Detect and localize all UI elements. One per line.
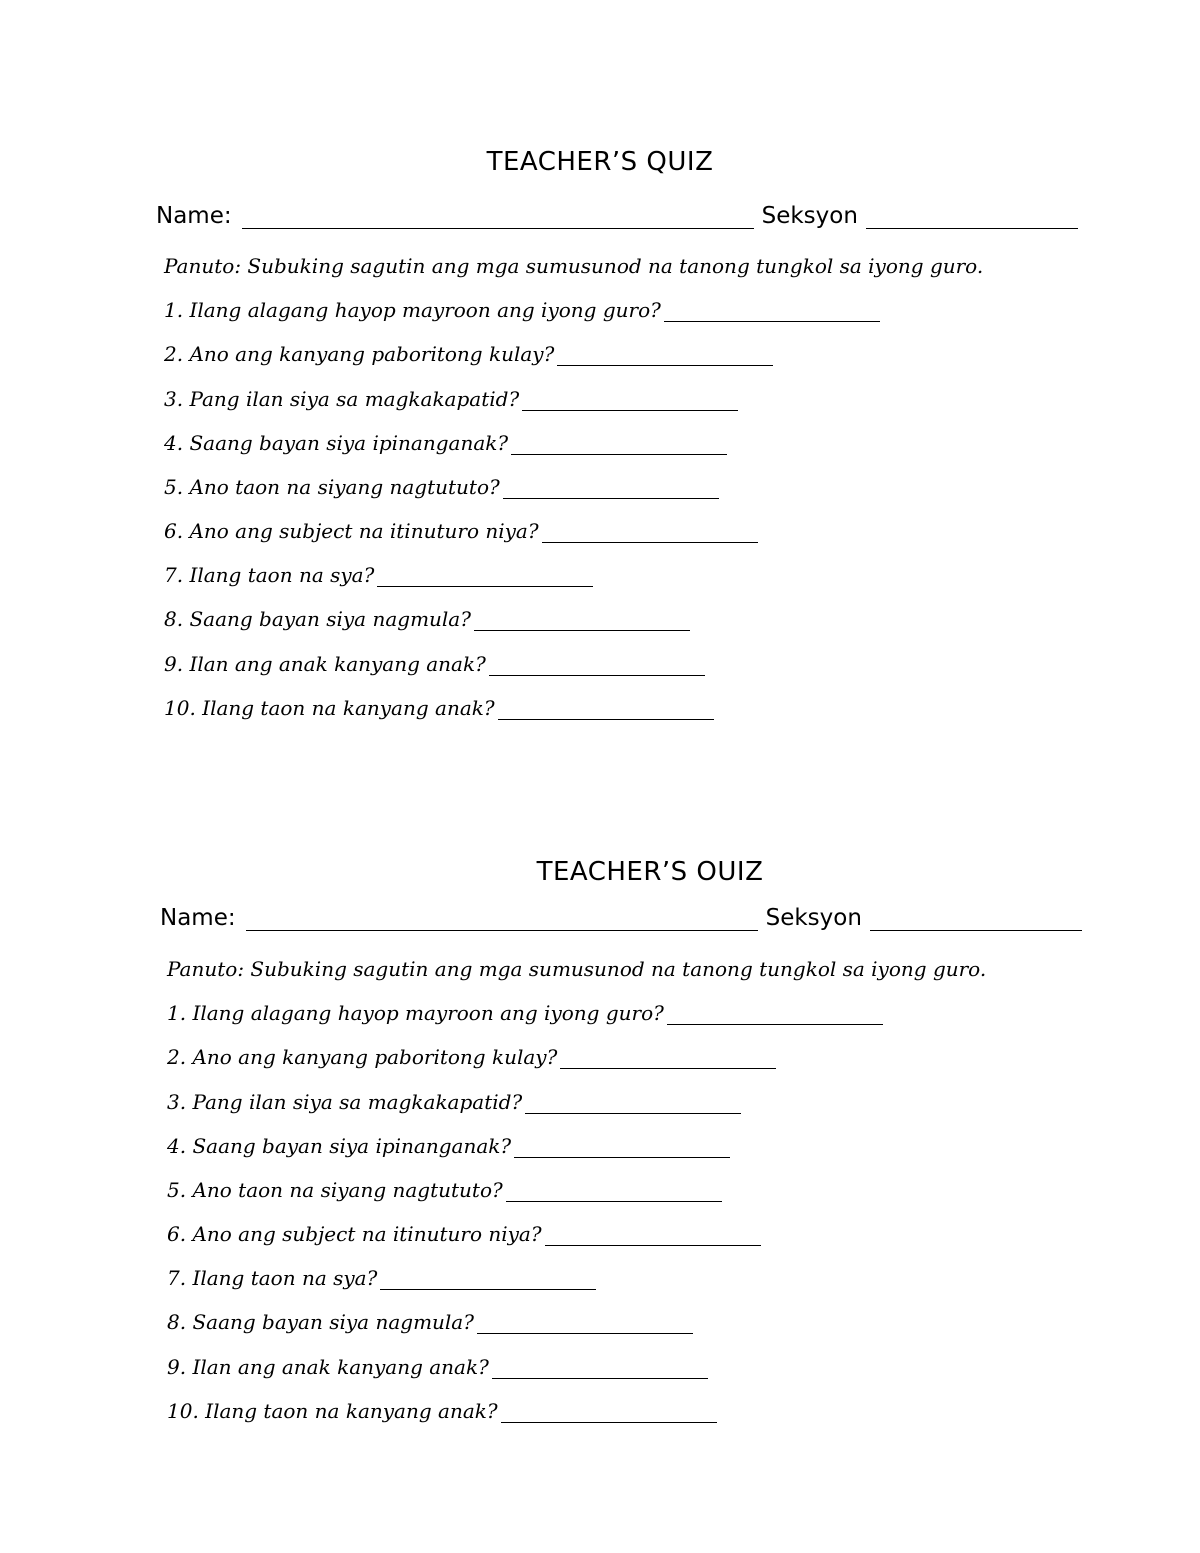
question-text: 6. Ano ang subject na itinuturo niya? — [167, 1222, 542, 1246]
quiz-title: TEACHER’S OUIZ — [536, 857, 764, 887]
name-label: Name: — [156, 203, 232, 229]
name-blank[interactable] — [246, 908, 758, 931]
answer-blank[interactable] — [514, 1139, 730, 1158]
answer-blank[interactable] — [557, 347, 773, 366]
answer-blank[interactable] — [560, 1050, 776, 1069]
question-text: 5. Ano taon na siyang nagtututo? — [167, 1178, 503, 1202]
answer-blank[interactable] — [545, 1227, 761, 1246]
name-section-line — [156, 203, 1078, 229]
question-text: 10. Ilang taon na kanyang anak? — [167, 1399, 498, 1423]
question-text: 1. Ilang alagang hayop mayroon ang iyong guro? — [167, 1001, 664, 1025]
question-item — [164, 431, 727, 455]
instruction-text: Panuto: Subuking sagutin ang mga sumusunod na tanong tungkol sa iyong guro. — [167, 957, 987, 981]
question-item — [167, 1045, 776, 1069]
question-text: 7. Ilang taon na sya? — [167, 1266, 378, 1290]
question-text: 3. Pang ilan siya sa magkakapatid? — [167, 1090, 523, 1114]
question-item — [167, 1178, 722, 1202]
question-text: 2. Ano ang kanyang paboritong kulay? — [167, 1045, 558, 1069]
question-text: 8. Saang bayan siya nagmula? — [167, 1310, 474, 1334]
answer-blank[interactable] — [474, 612, 690, 631]
name-section-line — [160, 905, 1082, 931]
question-text: 4. Saang bayan siya ipinanganak? — [167, 1134, 512, 1158]
answer-blank[interactable] — [542, 524, 758, 543]
answer-blank[interactable] — [489, 657, 705, 676]
answer-blank[interactable] — [501, 1404, 717, 1423]
question-text: 7. Ilang taon na sya? — [164, 563, 375, 587]
answer-blank[interactable] — [506, 1183, 722, 1202]
section-blank[interactable] — [870, 908, 1082, 931]
question-text: 9. Ilan ang anak kanyang anak? — [164, 652, 486, 676]
question-item — [167, 1090, 741, 1114]
question-text: 4. Saang bayan siya ipinanganak? — [164, 431, 509, 455]
name-blank[interactable] — [242, 206, 754, 229]
section-label: Seksyon — [761, 203, 858, 229]
answer-blank[interactable] — [511, 436, 727, 455]
question-item — [164, 519, 758, 543]
question-item — [164, 652, 705, 676]
answer-blank[interactable] — [664, 303, 880, 322]
question-item — [167, 1134, 730, 1158]
question-text: 2. Ano ang kanyang paboritong kulay? — [164, 342, 555, 366]
answer-blank[interactable] — [522, 392, 738, 411]
instruction-text: Panuto: Subuking sagutin ang mga sumusunod na tanong tungkol sa iyong guro. — [164, 254, 984, 278]
answer-blank[interactable] — [525, 1095, 741, 1114]
question-text: 8. Saang bayan siya nagmula? — [164, 607, 471, 631]
question-item — [167, 1310, 693, 1334]
question-item — [164, 387, 738, 411]
answer-blank[interactable] — [477, 1315, 693, 1334]
answer-blank[interactable] — [503, 480, 719, 499]
question-item — [164, 475, 719, 499]
question-item — [167, 1355, 708, 1379]
answer-blank[interactable] — [492, 1360, 708, 1379]
question-text: 9. Ilan ang anak kanyang anak? — [167, 1355, 489, 1379]
question-item — [167, 1222, 761, 1246]
question-item — [167, 1399, 717, 1423]
question-item — [164, 342, 773, 366]
section-label: Seksyon — [765, 905, 862, 931]
question-text: 6. Ano ang subject na itinuturo niya? — [164, 519, 539, 543]
question-item — [167, 1001, 883, 1025]
question-item — [167, 1266, 596, 1290]
answer-blank[interactable] — [377, 568, 593, 587]
question-text: 3. Pang ilan siya sa magkakapatid? — [164, 387, 520, 411]
answer-blank[interactable] — [380, 1271, 596, 1290]
question-item — [164, 607, 690, 631]
name-label: Name: — [160, 905, 236, 931]
answer-blank[interactable] — [667, 1006, 883, 1025]
question-item — [164, 696, 714, 720]
question-text: 10. Ilang taon na kanyang anak? — [164, 696, 495, 720]
answer-blank[interactable] — [498, 701, 714, 720]
question-text: 1. Ilang alagang hayop mayroon ang iyong guro? — [164, 298, 661, 322]
section-blank[interactable] — [866, 206, 1078, 229]
question-text: 5. Ano taon na siyang nagtututo? — [164, 475, 500, 499]
quiz-title: TEACHER’S QUIZ — [486, 147, 714, 177]
question-item — [164, 298, 880, 322]
question-item — [164, 563, 593, 587]
